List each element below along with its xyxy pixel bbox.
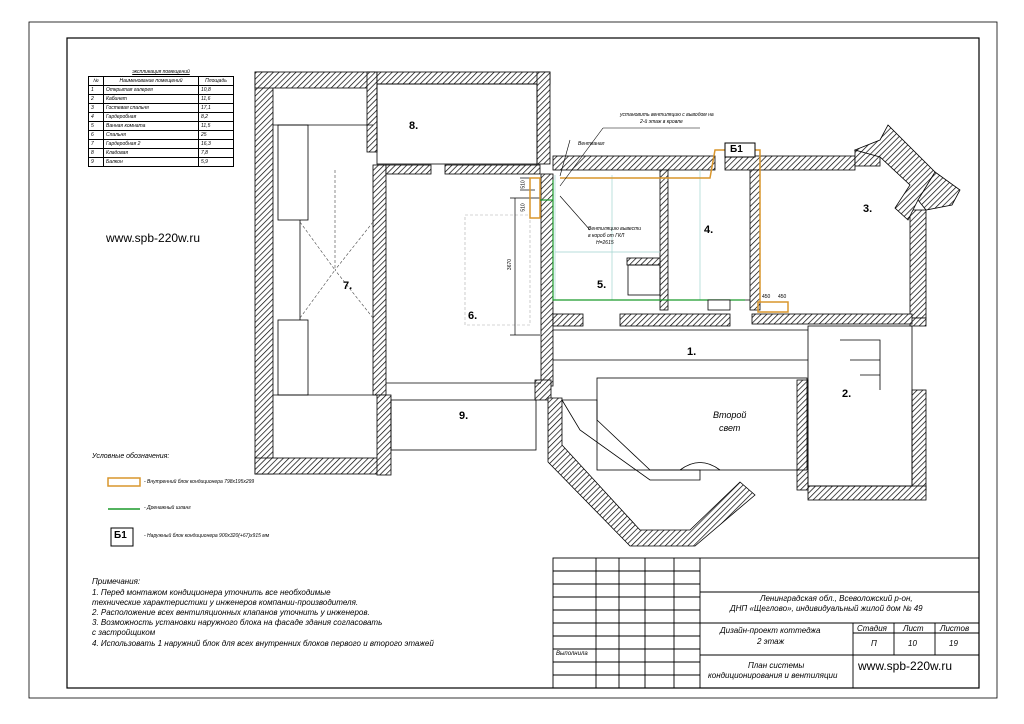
symbol-indoor-label: - Внутренний блок кондиционера 798х195х299 bbox=[144, 479, 255, 485]
room-label-9: 9. bbox=[459, 410, 469, 422]
watermark-top[interactable]: www.spb-220w.ru bbox=[106, 231, 201, 245]
annotation-vent-duct: Вентканал bbox=[578, 141, 605, 147]
tb-project1: Дизайн-проект коттеджа bbox=[720, 626, 821, 635]
table-row: 5 Ванная комната 11,5 bbox=[89, 122, 234, 131]
tb-plan2: кондиционирования и вентиляции bbox=[708, 671, 838, 680]
void-label-line1: Второй bbox=[713, 410, 747, 420]
table-header: Площадь bbox=[199, 77, 234, 86]
annotation-install-vent-2: 2-й этаж в кровле bbox=[640, 119, 683, 125]
note-3b: с застройщиком bbox=[92, 628, 156, 637]
rooms-explication-table bbox=[88, 68, 234, 167]
dimension-label-3670: 3670 bbox=[507, 258, 514, 271]
annotation-vent-valve-3: Н=2615 bbox=[596, 240, 614, 246]
table-row: 1 Открытая галерея 10,8 bbox=[89, 86, 234, 95]
note-3a: 3. Возможность установки наружного блока на фасаде здания согласовать bbox=[92, 618, 383, 627]
tb-performed: Выполнила bbox=[556, 651, 588, 657]
note-2: 2. Расположение всех вентиляционных клапанов уточнить у инженеров. bbox=[92, 608, 370, 617]
tb-sheet-header: Лист bbox=[903, 624, 924, 633]
walls bbox=[255, 72, 926, 500]
table-row: 2 Кабинет 11,6 bbox=[89, 95, 234, 104]
tb-plan1: План системы bbox=[748, 661, 805, 670]
room-label-5: 5. bbox=[597, 279, 607, 291]
drain-lines bbox=[540, 180, 745, 300]
tb-project2: 2 этаж bbox=[757, 637, 785, 646]
notes-title: Примечания: bbox=[92, 577, 141, 586]
dimension-label-450b: 450 bbox=[778, 294, 787, 300]
symbol-outdoor-label: - Наружный блок кондиционера 900х320(+67)х915 мм bbox=[144, 533, 270, 539]
dimension-3670 bbox=[507, 178, 540, 335]
room-label-2: 2. bbox=[842, 388, 852, 400]
table-row: 6 Спальня 25 bbox=[89, 131, 234, 140]
room-label-8: 8. bbox=[409, 120, 419, 132]
explication-title: экспликация помещений bbox=[132, 69, 190, 75]
symbols-title: Условные обозначения: bbox=[92, 453, 170, 460]
tb-address2: ДНП «Щеглово», индивидуальный жилой дом № 49 bbox=[730, 604, 923, 613]
note-4: 4. Использовать 1 наружний блок для всех внутренних блоков первого и второго этажей bbox=[92, 639, 434, 648]
void-label-line2: свет bbox=[719, 423, 741, 433]
table-header: № bbox=[89, 77, 104, 86]
symbol-drain-label: - Дренажный шланг bbox=[144, 505, 191, 511]
table-row: 4 Гардеробная 8,2 bbox=[89, 113, 234, 122]
table-row: 9 Балкон 5,9 bbox=[89, 158, 234, 167]
light-lines bbox=[555, 170, 700, 300]
room-label-7: 7. bbox=[343, 280, 353, 292]
annotation-install-vent: установить вентиляцию с выводом на bbox=[620, 112, 714, 118]
symbol-outdoor-code: Б1 bbox=[114, 530, 127, 541]
annotation-vent-valve: Вентиляцию вывести bbox=[588, 226, 642, 232]
table-row: 7 Гардеробная 2 16,3 bbox=[89, 140, 234, 149]
table-row: 8 Кладовая 7,8 bbox=[89, 149, 234, 158]
table-header: Наименование помещений bbox=[104, 77, 199, 86]
dimension-label-450a: 450 bbox=[762, 294, 771, 300]
watermark-bottom[interactable]: www.spb-220w.ru bbox=[858, 659, 953, 673]
tb-stage-header: Стадия bbox=[857, 624, 887, 633]
room-label-4: 4. bbox=[704, 224, 714, 236]
room-label-1: 1. bbox=[687, 346, 697, 358]
tb-sheet: 10 bbox=[908, 639, 917, 648]
tb-sheets-header: Листов bbox=[940, 624, 970, 633]
tb-sheets: 19 bbox=[949, 639, 958, 648]
dimension-label-510b: 510 bbox=[520, 203, 527, 212]
wardrobe-dashes bbox=[300, 170, 373, 318]
room-label-6: 6. bbox=[468, 310, 478, 322]
legend-indoor-sample bbox=[108, 478, 140, 486]
dimension-label-510a: 510 bbox=[520, 180, 527, 189]
tb-stage: П bbox=[871, 639, 877, 648]
bed-outline bbox=[465, 215, 530, 325]
outdoor-unit-label: Б1 bbox=[730, 144, 743, 155]
note-1b: технические характеристики у инженеров компании-производителя. bbox=[92, 598, 359, 607]
tb-address1: Ленинградская обл., Всеволожский р-он, bbox=[760, 594, 913, 603]
annotation-vent-valve-2: в короб от ГКЛ bbox=[588, 233, 625, 239]
note-1a: 1. Перед монтажом кондиционера уточнить все необходимые bbox=[92, 588, 331, 597]
room-label-3: 3. bbox=[863, 203, 873, 215]
table-row: 3 Гостевая спальня 17,1 bbox=[89, 104, 234, 113]
